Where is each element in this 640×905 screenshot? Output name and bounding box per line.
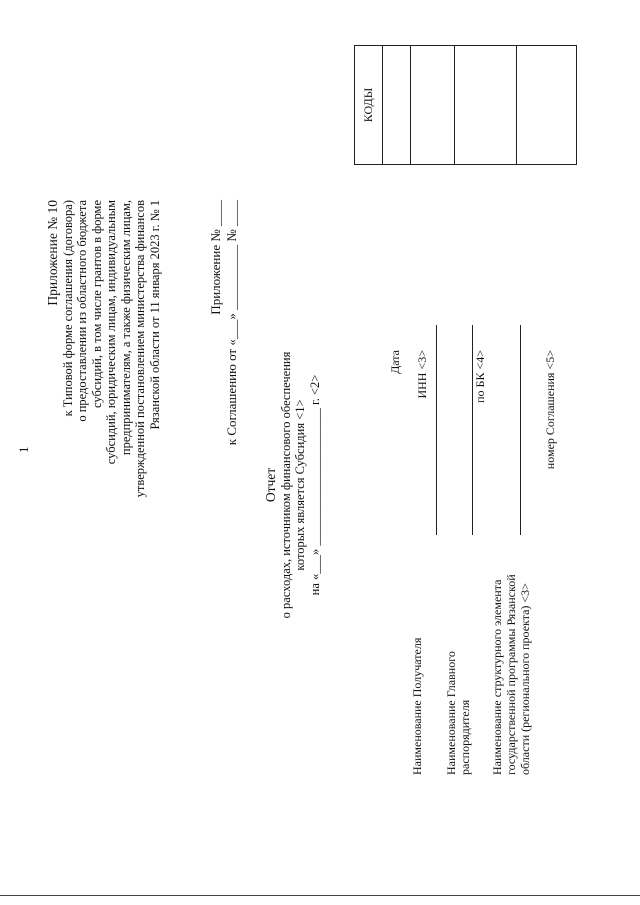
appendix-line: утвержденной постановлением министерства финансов [133,200,147,498]
appendix-line: к Типовой форме соглашения (договора) [60,200,75,417]
codes-agreement-cell-row [517,46,577,165]
element-fill-line [520,325,521,535]
appendix-line: субсидий, юридическим лицам, индивидуальным [104,200,118,465]
appendix-line: субсидий, в том числе грантов в форме [89,200,104,408]
bk-label: по БК <4> [473,350,487,403]
report-header [264,295,322,675]
manager-label: Наименование Главного распорядителя [444,651,472,775]
agreement-date-line: к Соглашению от «___» __________ № ____ [224,200,239,446]
recipient-label: Наименование Получателя [410,637,424,775]
scan-edge-line [0,895,640,896]
codes-header-row [355,46,383,165]
recipient-fill-line [436,325,437,535]
appendix-title: Приложение № 10 [45,200,60,306]
report-subtitle: о расходах, источником финансового обеспечения [278,351,293,619]
code-inn-cell[interactable] [411,46,455,165]
codes-header: КОДЫ [355,46,383,165]
report-subtitle: которых является Субсидия <1> [293,399,307,571]
report-date-line: на «___» ______________________ г. <2> [307,374,322,596]
agreement-appendix-line: Приложение № ____ [208,200,223,315]
page-number: 1 [16,446,31,453]
date-label: Дата [388,350,402,374]
codes-table [354,45,577,165]
inn-label: ИНН <3> [415,350,429,399]
code-date-cell[interactable] [383,46,411,165]
codes-bk-cell-row [455,46,517,165]
code-agreement-cell[interactable] [517,46,577,165]
appendix-line: Рязанской области от 11 января 2023 г. № 1 [147,200,162,430]
appendix-line: предпринимателям, а также физическим лицам, [118,200,133,456]
agreement-block [208,200,240,445]
code-bk-cell[interactable] [455,46,517,165]
agreement-number-label: номер Соглашения <5> [543,350,557,470]
codes-inn-cell-row [411,46,455,165]
report-title: Отчет [263,467,278,503]
appendix-line: о предоставлении из областного бюджета [75,200,89,422]
appendix-block [46,200,162,497]
codes-date-cell-row [383,46,411,165]
element-label: Наименование структурного элемента государственной программы Рязанской области (регионального проекта) <3> [490,574,532,775]
